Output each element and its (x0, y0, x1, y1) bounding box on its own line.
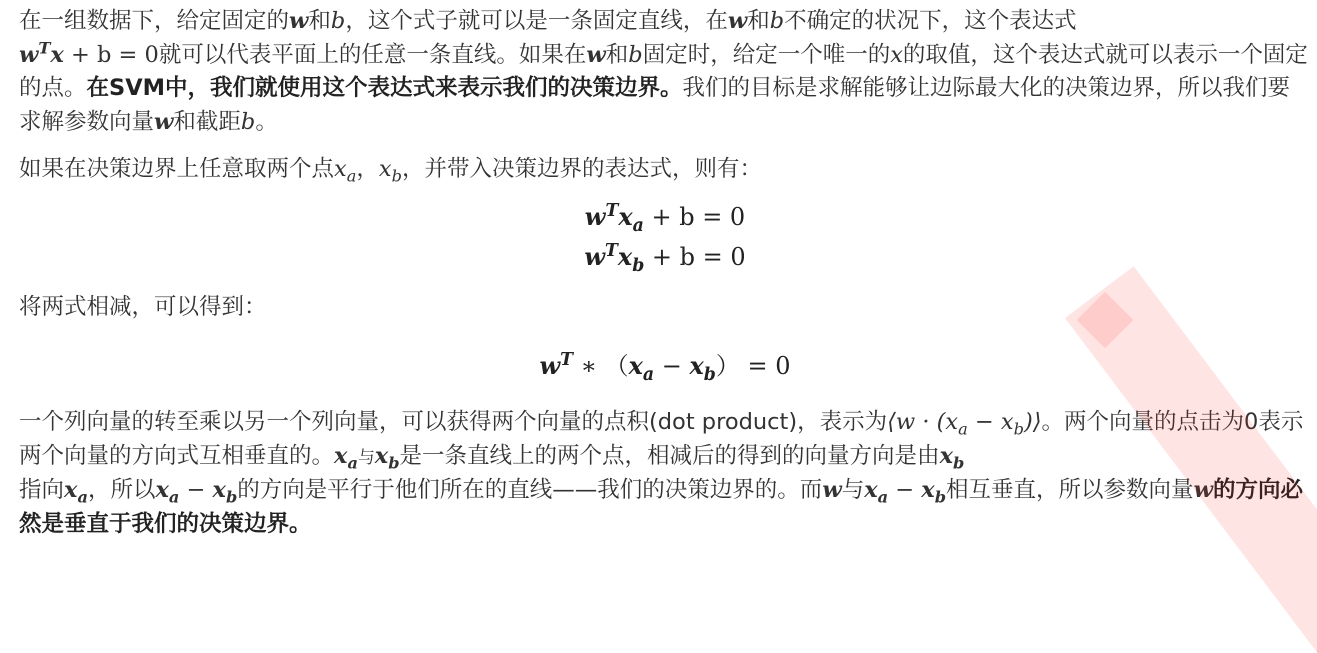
math-b: b (240, 108, 256, 135)
math-inner-product: − x (967, 409, 1014, 435)
math-x: x (374, 442, 389, 469)
math-subscript-a: a (958, 419, 968, 439)
math-b: b (628, 41, 643, 68)
text: 与 (357, 446, 375, 467)
math-subscript-b: b (388, 453, 400, 472)
document-body (19, 5, 1311, 541)
math-x: x (689, 351, 704, 380)
math-x: x (64, 477, 78, 503)
math-equation-rest: + b = 0 (643, 202, 746, 231)
text: 和截距 (173, 108, 241, 135)
math-operator: − (654, 352, 690, 380)
text: 我们的目标是求解能够让边际最大化的决策边界，所以我们要求解参数向量 (19, 75, 1291, 135)
text: 的取值，这个表达式就可以表示一个固定的点。 (19, 41, 1308, 101)
text: 如果在决策边界上任意取两个点 (19, 156, 335, 182)
math-b: b (769, 8, 785, 34)
math-b: b (330, 8, 346, 34)
text: 是一条直线上的两个点，相减后的得到的向量方向是由 (399, 442, 940, 469)
math-w: w (584, 201, 606, 231)
text: ，这个式子就可以是一条固定直线，在 (345, 8, 728, 34)
math-x: x (378, 156, 392, 182)
math-transpose: T (605, 200, 619, 221)
text: ， (356, 156, 379, 182)
math-x: x (864, 477, 878, 503)
equation-block-pair (19, 197, 1311, 277)
math-x: x (939, 442, 953, 469)
paragraph-perpendicular (19, 406, 1311, 541)
math-w: w (19, 41, 39, 68)
text: ，并带入决策边界的表达式，则有： (401, 156, 762, 182)
math-equation-rest: + b = 0 (644, 242, 746, 271)
text: 指向 (19, 477, 65, 503)
math-subscript-b: b (1013, 419, 1024, 439)
math-subscript-b: b (934, 487, 947, 507)
bold-statement: 的方向必然是垂直于我们的决策边界。 (19, 477, 1303, 537)
math-w: w (289, 8, 309, 34)
math-subscript-a: a (632, 215, 644, 236)
math-x: x (618, 201, 633, 231)
text: ，所以 (87, 477, 156, 503)
paragraph-two-points (19, 153, 1311, 187)
text: 和 (747, 8, 770, 34)
math-operator: − (888, 477, 922, 503)
math-transpose: T (38, 38, 51, 57)
math-w: w (822, 477, 842, 503)
math-x: x (628, 351, 643, 380)
math-x: x (50, 41, 64, 68)
math-transpose: T (560, 350, 574, 370)
text: 将两式相减，可以得到： (19, 293, 267, 320)
text: 与 (841, 477, 865, 503)
math-inner-product: )⟩ (1023, 409, 1042, 435)
text: 。两个向量的点击为0表示两个向量的方向式互相垂直的。 (19, 409, 1304, 469)
math-subscript-a: a (77, 487, 88, 507)
text: 固定时，给定一个唯一的 (642, 41, 891, 68)
math-equation-rest: ） = 0 (715, 352, 791, 380)
text: 。 (255, 108, 278, 135)
text: 就可以代表平面上的任意一条直线。如果在 (158, 41, 587, 68)
text: 在一组数据下，给定固定的 (19, 8, 290, 34)
math-x: x (155, 477, 169, 503)
math-w: w (1193, 477, 1213, 503)
text: 相互垂直，所以参数向量 (946, 477, 1194, 503)
math-x: x (334, 442, 348, 469)
math-subscript-a: a (346, 166, 357, 186)
math-subscript-b: b (391, 166, 402, 186)
math-subscript-b: b (703, 364, 716, 385)
math-operator: − (179, 477, 213, 503)
math-subscript-b: b (952, 453, 965, 472)
math-equation-rest: + b = 0 (63, 41, 159, 68)
text: 和 (605, 41, 629, 68)
math-x: x (334, 156, 347, 182)
bold-statement: 在SVM中，我们就使用这个表达式来表示我们的决策边界。 (86, 75, 683, 101)
math-subscript-a: a (347, 453, 358, 472)
math-w: w (539, 351, 561, 380)
equation-xa (19, 197, 1311, 237)
math-w: w (727, 8, 748, 34)
math-transpose: T (605, 240, 618, 261)
math-subscript-b: b (225, 487, 238, 507)
math-w: w (586, 41, 606, 68)
math-w: w (154, 108, 174, 135)
math-x: x (212, 477, 226, 503)
text: 一个列向量的转至乘以另一个列向量，可以获得两个向量的点积(dot product)，表示为 (19, 409, 888, 435)
math-x: x (890, 41, 903, 68)
math-subscript-b: b (632, 255, 645, 276)
math-subscript-a: a (642, 364, 655, 385)
text: 不确定的状况下，这个表达式 (784, 8, 1077, 34)
math-w: w (584, 241, 606, 271)
math-subscript-a: a (877, 487, 889, 507)
math-operator: ∗ （ (573, 352, 629, 380)
math-x: x (921, 477, 935, 503)
equation-xb (19, 237, 1311, 277)
math-inner-product: ⟨w · (x (887, 409, 959, 435)
math-subscript-a: a (168, 487, 180, 507)
text: 和 (308, 8, 331, 34)
text: 的方向是平行于他们所在的直线——我们的决策边界的。而 (237, 477, 823, 503)
equation-difference (19, 346, 1311, 386)
math-x: x (617, 241, 633, 271)
paragraph-decision-boundary-intro (19, 5, 1311, 139)
